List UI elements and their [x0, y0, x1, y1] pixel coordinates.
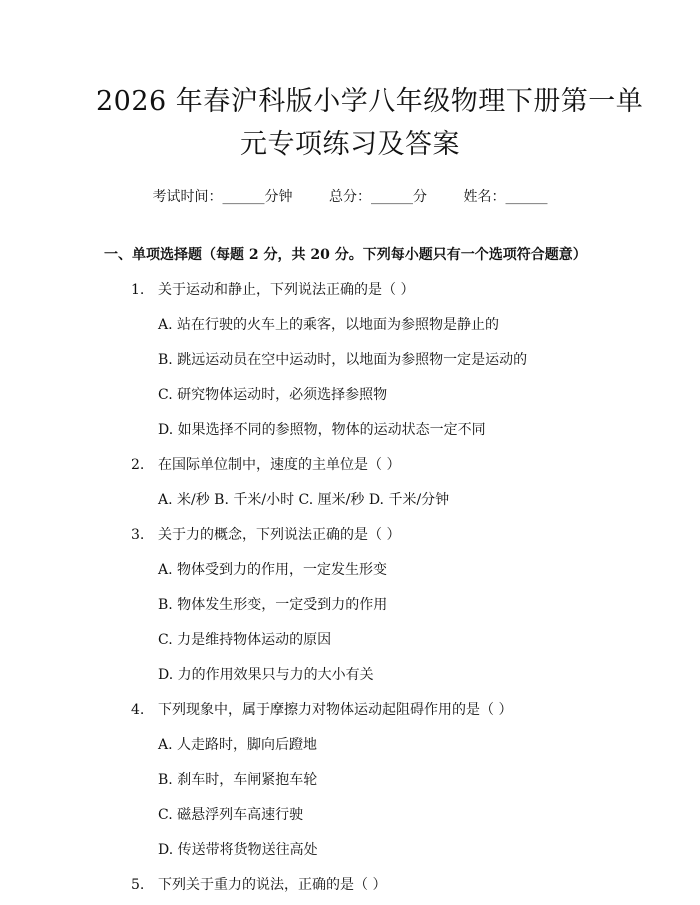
question-text: 关于力的概念，下列说法正确的是（ ）	[158, 527, 401, 543]
question-text: 下列关于重力的说法，正确的是（ ）	[158, 877, 387, 893]
question-number: 1.	[131, 282, 145, 298]
question-number: 2.	[131, 457, 145, 473]
question-1-option-d: D. 如果选择不同的参照物，物体的运动状态一定不同	[158, 422, 486, 438]
total-score-field: 总分：______分	[329, 189, 427, 205]
question-3-option-a: A. 物体受到力的作用，一定发生形变	[158, 562, 388, 578]
question-2-options: A. 米/秒 B. 千米/小时 C. 厘米/秒 D. 千米/分钟	[158, 492, 450, 508]
question-4-option-b: B. 刹车时，车闸紧抱车轮	[158, 772, 318, 788]
question-1	[131, 279, 700, 299]
question-number: 5.	[131, 877, 145, 893]
title-line-2: 元专项练习及答案	[240, 129, 460, 160]
question-4	[131, 699, 700, 719]
question-1-option-b: B. 跳远运动员在空中运动时，以地面为参照物一定是运动的	[158, 352, 528, 368]
document-title	[0, 0, 700, 166]
question-4-option-a: A. 人走路时，脚向后蹬地	[158, 737, 318, 753]
question-number: 3.	[131, 527, 145, 543]
question-3-option-b: B. 物体发生形变，一定受到力的作用	[158, 597, 388, 613]
exam-info	[0, 186, 700, 206]
question-1-option-c: C. 研究物体运动时，必须选择参照物	[158, 387, 388, 403]
question-text: 下列现象中，属于摩擦力对物体运动起阻碍作用的是（ ）	[158, 702, 513, 718]
question-number: 4.	[131, 702, 145, 718]
exam-time-field: 考试时间：______分钟	[152, 189, 293, 205]
question-4-option-d: D. 传送带将货物送往高处	[158, 842, 318, 858]
question-3-option-d: D. 力的作用效果只与力的大小有关	[158, 667, 374, 683]
question-4-option-c: C. 磁悬浮列车高速行驶	[158, 807, 304, 823]
question-5	[131, 874, 700, 894]
question-text: 在国际单位制中，速度的主单位是（ ）	[158, 457, 401, 473]
question-3-option-c: C. 力是维持物体运动的原因	[158, 632, 332, 648]
question-1-option-a: A. 站在行驶的火车上的乘客，以地面为参照物是静止的	[158, 317, 500, 333]
student-name-field: 姓名：______	[463, 189, 548, 205]
question-2	[131, 454, 700, 474]
question-text: 关于运动和静止，下列说法正确的是（ ）	[158, 282, 415, 298]
title-line-1: 2026 年春沪科版小学八年级物理下册第一单	[96, 86, 644, 117]
question-3	[131, 524, 700, 544]
section-heading-single-choice: 一、单项选择题（每题 2 分，共 20 分。下列每小题只有一个选项符合题意）	[104, 247, 587, 263]
